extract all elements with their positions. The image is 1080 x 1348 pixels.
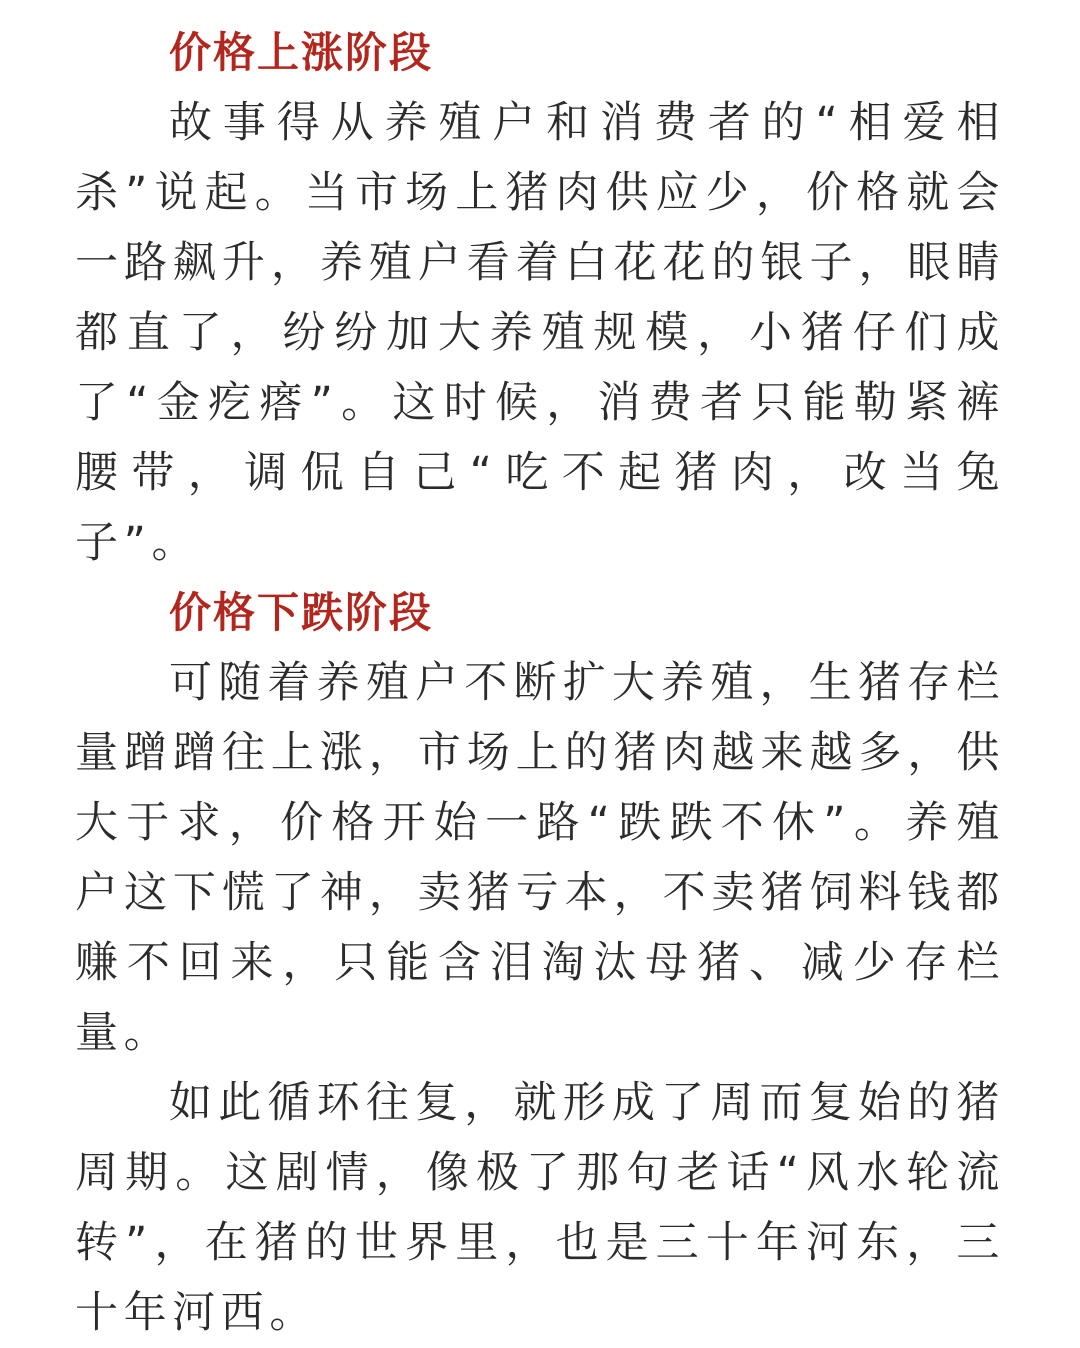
section-heading-price-fall: 价格下跌阶段 [169, 588, 434, 637]
paragraph-conclusion: 如此循环往复，就形成了周而复始的猪周期。这剧情，像极了那句老话“风水轮流转”，在猪的世界里，也是三十年河东，三十年河西。 [75, 1078, 1005, 1338]
section-heading-price-rise: 价格上涨阶段 [169, 28, 434, 77]
article-body [75, 18, 1005, 1348]
paragraph-price-rise: 故事得从养殖户和消费者的“相爱相杀”说起。当市场上猪肉供应少，价格就会一路飙升，养殖户看着白花花的银子，眼睛都直了，纷纷加大养殖规模，小猪仔们成了“金疙瘩”。这时候，消费者只能勒紧裤腰带，调侃自己“吃不起猪肉，改当兔子”。 [75, 98, 1005, 568]
paragraph-price-fall: 可随着养殖户不断扩大养殖，生猪存栏量蹭蹭往上涨，市场上的猪肉越来越多，供大于求，价格开始一路“跌跌不休”。养殖户这下慌了神，卖猪亏本，不卖猪饲料钱都赚不回来，只能含泪淘汰母猪、减少存栏量。 [75, 658, 1005, 1058]
